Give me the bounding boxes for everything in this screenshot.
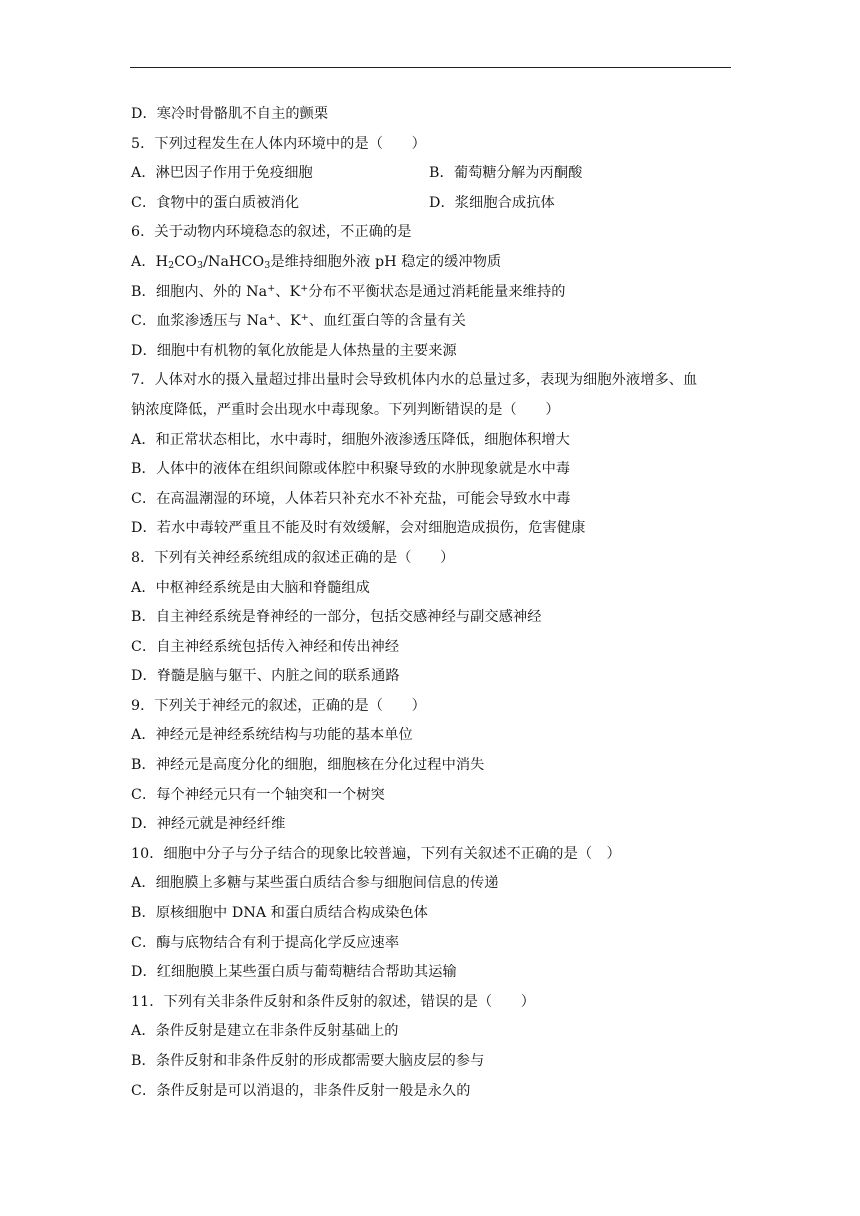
q8-stem: 8．下列有关神经系统组成的叙述正确的是（ ） <box>131 549 455 566</box>
q9-option-a: A．神经元是神经系统结构与功能的基本单位 <box>131 727 413 744</box>
q6-a-rest: 是维持细胞外液 pH 稳定的缓冲物质 <box>270 253 502 270</box>
q11-option-a: A．条件反射是建立在非条件反射基础上的 <box>131 1023 399 1040</box>
q6-c-mid: 、K <box>275 313 301 330</box>
q6-b-rest: 分布不平衡状态是通过消耗能量来维持的 <box>308 283 566 300</box>
q5-option-b: B．葡萄糖分解为丙酮酸 <box>429 165 583 182</box>
q10-option-d: D．红细胞膜上某些蛋白质与葡萄糖结合帮助其运输 <box>131 964 457 981</box>
q6-option-b <box>131 278 736 308</box>
q10-option-b: B．原核细胞中 DNA 和蛋白质结合构成染色体 <box>131 905 428 922</box>
q6-a-sub2: 3 <box>196 259 204 271</box>
q5-options-row-1 <box>131 159 736 189</box>
q6-option-c <box>131 307 736 337</box>
q6-a-mid1: CO <box>174 253 197 270</box>
q8-option-d: D．脊髓是脑与躯干、内脏之间的联系通路 <box>131 668 400 685</box>
q6-a-prefix: A．H <box>131 253 169 270</box>
q11-option-c: C．条件反射是可以消退的，非条件反射一般是永久的 <box>131 1082 471 1099</box>
q8-option-a: A．中枢神经系统是由大脑和脊髓组成 <box>131 579 370 596</box>
q10-option-a: A．细胞膜上多糖与某些蛋白质结合参与细胞间信息的传递 <box>131 875 499 892</box>
q6-option-d: D．细胞中有机物的氧化放能是人体热量的主要来源 <box>131 342 457 359</box>
q6-c-rest: 、血红蛋白等的含量有关 <box>308 313 466 330</box>
q11-stem: 11．下列有关非条件反射和条件反射的叙述，错误的是（ ） <box>131 993 536 1010</box>
q5-option-d: D．浆细胞合成抗体 <box>429 194 555 211</box>
q11-option-b: B．条件反射和非条件反射的形成都需要大脑皮层的参与 <box>131 1053 485 1069</box>
q6-option-a <box>131 248 736 278</box>
q5-option-a: A．淋巴因子作用于免疫细胞 <box>131 165 313 182</box>
q7-option-d: D．若水中毒较严重且不能及时有效缓解，会对细胞造成损伤，危害健康 <box>131 520 586 537</box>
q7-stem-line-2: 钠浓度降低，严重时会出现水中毒现象。下列判断错误的是（ ） <box>131 401 560 418</box>
q6-c-sup1: + <box>267 312 276 324</box>
header-rule <box>130 67 731 68</box>
exam-page <box>131 100 736 1106</box>
q9-stem: 9．下列关于神经元的叙述，正确的是（ ） <box>131 697 426 714</box>
q6-b-mid: 、K <box>275 283 301 300</box>
q9-option-c: C．每个神经元只有一个轴突和一个树突 <box>131 786 385 803</box>
q6-b-prefix: B．细胞内、外的 Na <box>131 283 268 300</box>
q6-stem: 6．关于动物内环境稳态的叙述，不正确的是 <box>131 224 412 241</box>
q9-option-d: D．神经元就是神经纤维 <box>131 816 286 833</box>
q6-c-prefix: C．血浆渗透压与 Na <box>131 313 268 330</box>
q8-option-b: B．自主神经系统是脊神经的一部分，包括交感神经与副交感神经 <box>131 609 542 626</box>
q10-stem: 10．细胞中分子与分子结合的现象比较普遍，下列有关叙述不正确的是（ ） <box>131 845 621 862</box>
q6-a-sub1: 2 <box>168 259 175 271</box>
q6-a-sub3: 3 <box>264 259 271 271</box>
q7-option-a: A．和正常状态相比，水中毒时，细胞外液渗透压降低，细胞体积增大 <box>131 431 570 448</box>
q4-option-d: D．寒冷时骨骼肌不自主的颤栗 <box>131 106 329 122</box>
q8-option-c: C．自主神经系统包括传入神经和传出神经 <box>131 638 400 655</box>
q5-options-row-2 <box>131 189 736 219</box>
q6-a-mid2: /NaHCO <box>203 253 265 270</box>
q7-option-b: B．人体中的液体在组织间隙或体腔中积聚导致的水肿现象就是水中毒 <box>131 461 571 478</box>
q6-b-sup1: + <box>267 282 276 294</box>
q9-option-b: B．神经元是高度分化的细胞，细胞核在分化过程中消失 <box>131 757 485 774</box>
q7-option-c: C．在高温潮湿的环境，人体若只补充水不补充盐，可能会导致水中毒 <box>131 490 571 507</box>
q6-c-sup2: + <box>300 312 309 324</box>
q5-option-c: C．食物中的蛋白质被消化 <box>131 194 300 211</box>
q7-stem-line-1: 7．人体对水的摄入量超过排出量时会导致机体内水的总量过多，表现为细胞外液增多、血 <box>131 372 698 389</box>
q5-stem: 5．下列过程发生在人体内环境中的是（ ） <box>131 135 426 152</box>
q6-b-sup2: + <box>300 282 309 294</box>
q10-option-c: C．酶与底物结合有利于提高化学反应速率 <box>131 934 400 951</box>
